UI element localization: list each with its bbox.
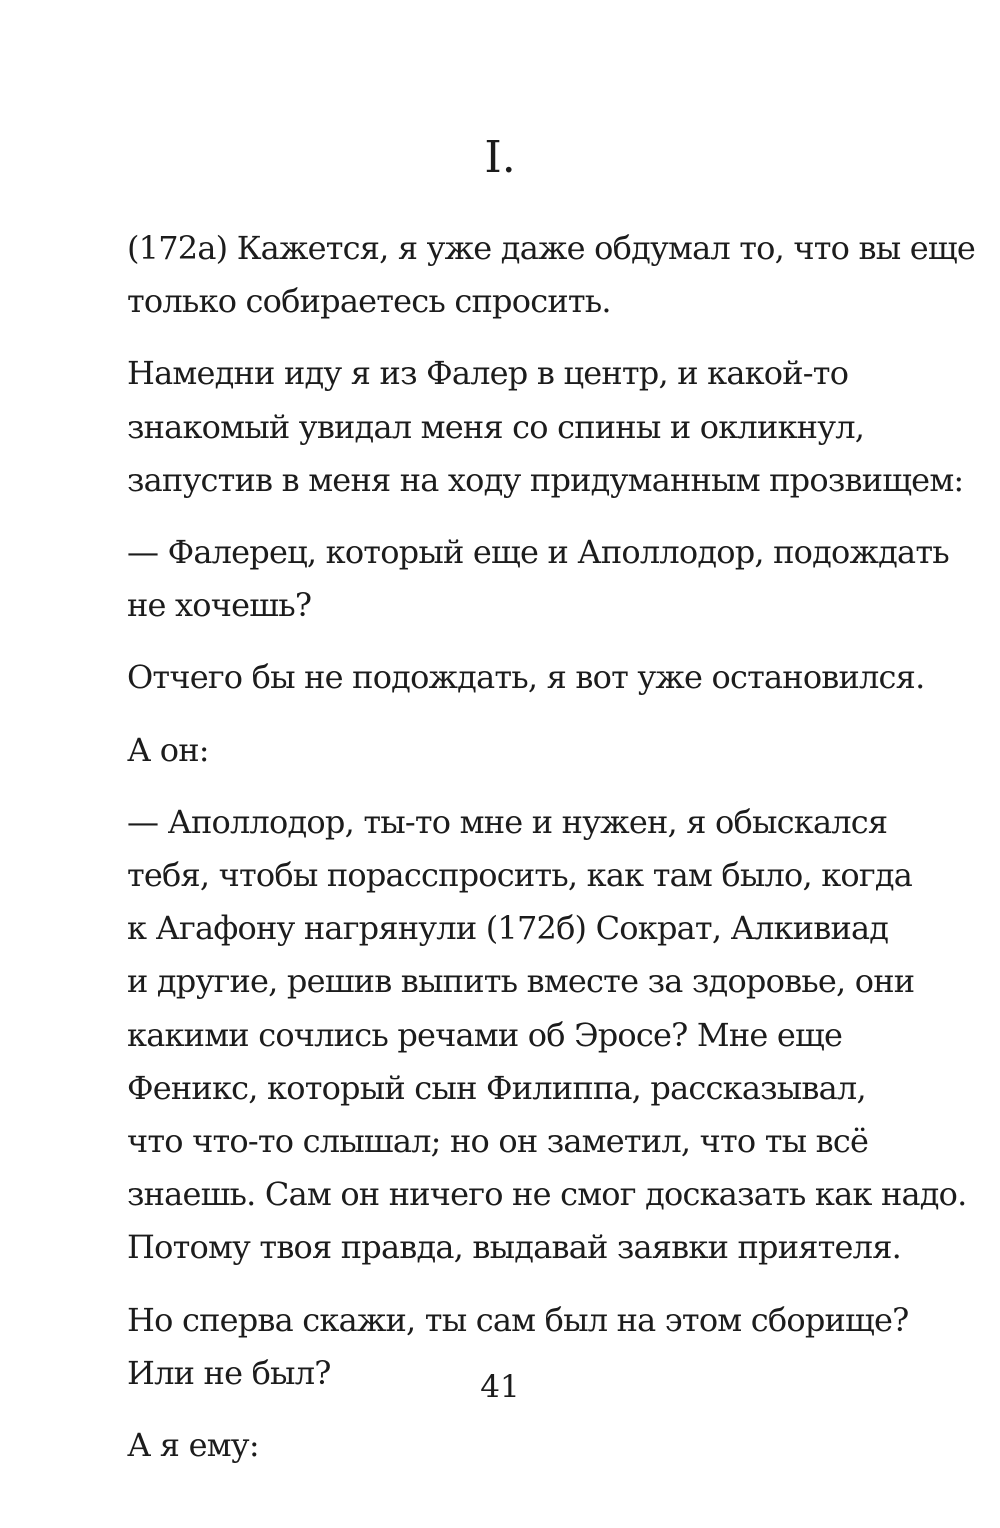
paragraph (127, 651, 927, 704)
text-line: тебя, чтобы порасспросить, как там было, когда (127, 856, 913, 895)
text-line: Или не был? (127, 1353, 331, 1392)
text-line: Намедни иду я из Фалер в центр, и какой-то (127, 354, 849, 393)
text-line: знаешь. Сам он ничего не смог досказать как надо. (127, 1175, 967, 1214)
text-line: (172а) Кажется, я уже даже обдумал то, что вы еще (127, 229, 975, 267)
paragraph (127, 796, 967, 1275)
text-line: А он: (127, 730, 209, 769)
text-line: запустив в меня на ходу придуманным прозвищем: (127, 460, 964, 499)
text-line: Но сперва скажи, ты сам был на этом сборище? (127, 1300, 909, 1339)
text-line: Феникс, который сын Филиппа, рассказывал, (127, 1068, 866, 1107)
paragraph (127, 1419, 927, 1472)
text-line: — Фалерец, который еще и Аполлодор, подождать (127, 533, 949, 572)
paragraph (127, 526, 949, 632)
chapter-heading: I. (484, 132, 516, 183)
paragraph (127, 724, 927, 777)
text-line: и другие, решив выпить вместе за здоровье, они (127, 962, 915, 1001)
text-line: только собираетесь спросить. (127, 282, 611, 321)
text-line: Потому твоя правда, выдавай заявки приятеля. (127, 1228, 901, 1267)
text-line: что что-то слышал; но он заметил, что ты всё (127, 1122, 869, 1161)
paragraph (127, 347, 964, 507)
text-line: — Аполлодор, ты-то мне и нужен, я обыскался (127, 802, 888, 841)
page-number: 41 (480, 1369, 520, 1405)
text-line: А я ему: (127, 1426, 259, 1465)
text-line: знакомый увидал меня со спины и окликнул, (127, 407, 865, 446)
text-line: Отчего бы не подождать, я вот уже остановился. (127, 658, 925, 697)
text-line: какими сочлись речами об Эросе? Мне еще (127, 1015, 843, 1054)
body-text (127, 222, 975, 1491)
text-line: к Агафону нагрянули (172б) Сократ, Алкивиад (127, 909, 889, 948)
paragraph (127, 222, 975, 328)
text-line: не хочешь? (127, 586, 312, 625)
